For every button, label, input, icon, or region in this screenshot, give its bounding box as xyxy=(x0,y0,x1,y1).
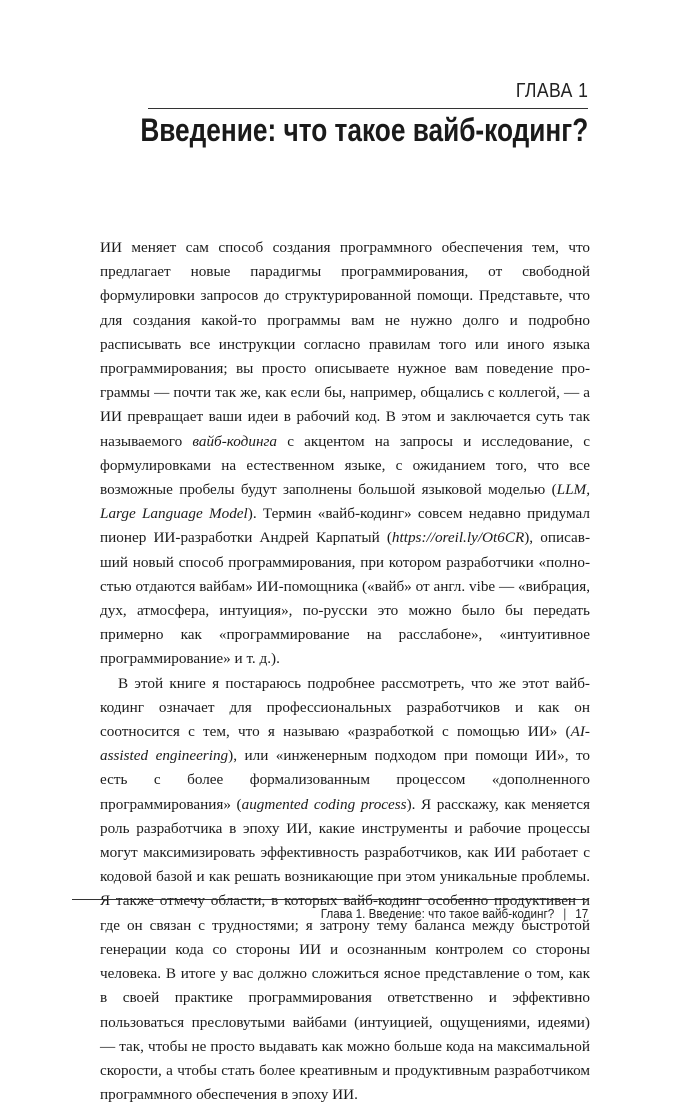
paragraph-2 xyxy=(100,672,590,1107)
term-llm: LLM, Large Language Model xyxy=(100,481,590,523)
term-ai-assisted-engineering: AI-assisted engineering xyxy=(100,723,590,765)
term-augmented-coding: augmented coding process xyxy=(241,795,407,813)
running-title: Глава 1. Введение: что такое вайб-кодинг? xyxy=(320,906,554,921)
paragraph-2-text-1: В этой книге я постараюсь подробнее рассмотреть, что же этот вайб-кодинг означает для профессиональных разработчиков и как он соотносится с тем, что я называю «разработкой с помощью ИИ» ( xyxy=(100,674,590,741)
footer-rule xyxy=(72,899,588,900)
paragraph-2-text-2: ), или «инженерным подходом при помощи ИИ», то есть с более формализованным процессом «дополненного программирования» ( xyxy=(100,747,591,813)
chapter-rule xyxy=(148,108,588,109)
paragraph-1-text-2: с акцентом на запросы и исследование, с формулировками на естественном языке, с ожиданием того, что все возможные пробелы будут заполнены большой языковой моделью ( xyxy=(100,432,590,499)
chapter-label: ГЛАВА 1 xyxy=(515,80,588,102)
page-footer xyxy=(320,906,588,921)
footer-separator: | xyxy=(562,906,566,921)
paragraph-1-text-1: ИИ меняет сам способ создания программного обеспечения тем, что предлагает новые парадигмы программирования, от свободной формулировки запросов до структурированной помощи. Представьте, что для создания какой-то программы вам не нужно долго и подробно расписывать все инструкции согласно правилам того или иного языка программирования; вы просто описываете нужное вам поведение программы — почти так же, как если бы, например, общались с коллегой, — а ИИ превращает ваши идеи в рабочий код. В этом и заключается суть так называемого xyxy=(100,239,590,450)
body-text xyxy=(100,236,590,1107)
term-vibe-coding: вайб-кодинга xyxy=(192,432,277,450)
chapter-title: Введение: что такое вайб-кодинг? xyxy=(140,112,588,148)
page-number: 17 xyxy=(574,906,588,921)
paragraph-1-text-4: ), описавший новый способ программирования, при котором разработчики «полностью отдаются вайбам» ИИ-помощника («вайб» от англ. vibe — «вибрация, дух, атмосфера, интуиция», по-русски это можно было бы передать примерно как «программирование на расслабоне», «интуитивное программирование» и т. д.). xyxy=(100,529,590,668)
paragraph-2-text-3: ). Я расскажу, как меняется роль разработчика в эпоху ИИ, какие инструменты и рабочие процессы могут максимизировать эффективность разработчиков, как ИИ работает с кодовой базой и как решать возникающие при этом уникальные проблемы. Я также отмечу области, в которых вайб-кодинг особенно продуктивен и где он связан с трудностями; я затрону тему баланса между быстротой генерации кода со стороны ИИ и осознанным контролем со стороны человека. В итоге у вас должно сложиться ясное представление о том, как в своей практике программирования ответственно и эффективно пользоваться пресловутыми вайбами (интуицией, ощущениями, идеями) — так, чтобы не просто выдавать как можно больше кода на максимальной скорости, а чтобы стать более креативным и продуктивным разработчиком программного обеспечения в эпоху ИИ. xyxy=(100,795,591,1104)
paragraph-1 xyxy=(100,236,590,672)
paragraph-1-text-3: ). Термин «вайб-кодинг» совсем недавно придумал пионер ИИ-разработки Андрей Карпатый ( xyxy=(100,505,590,547)
karpathy-link[interactable]: https://oreil.ly/Ot6CR xyxy=(391,529,525,547)
